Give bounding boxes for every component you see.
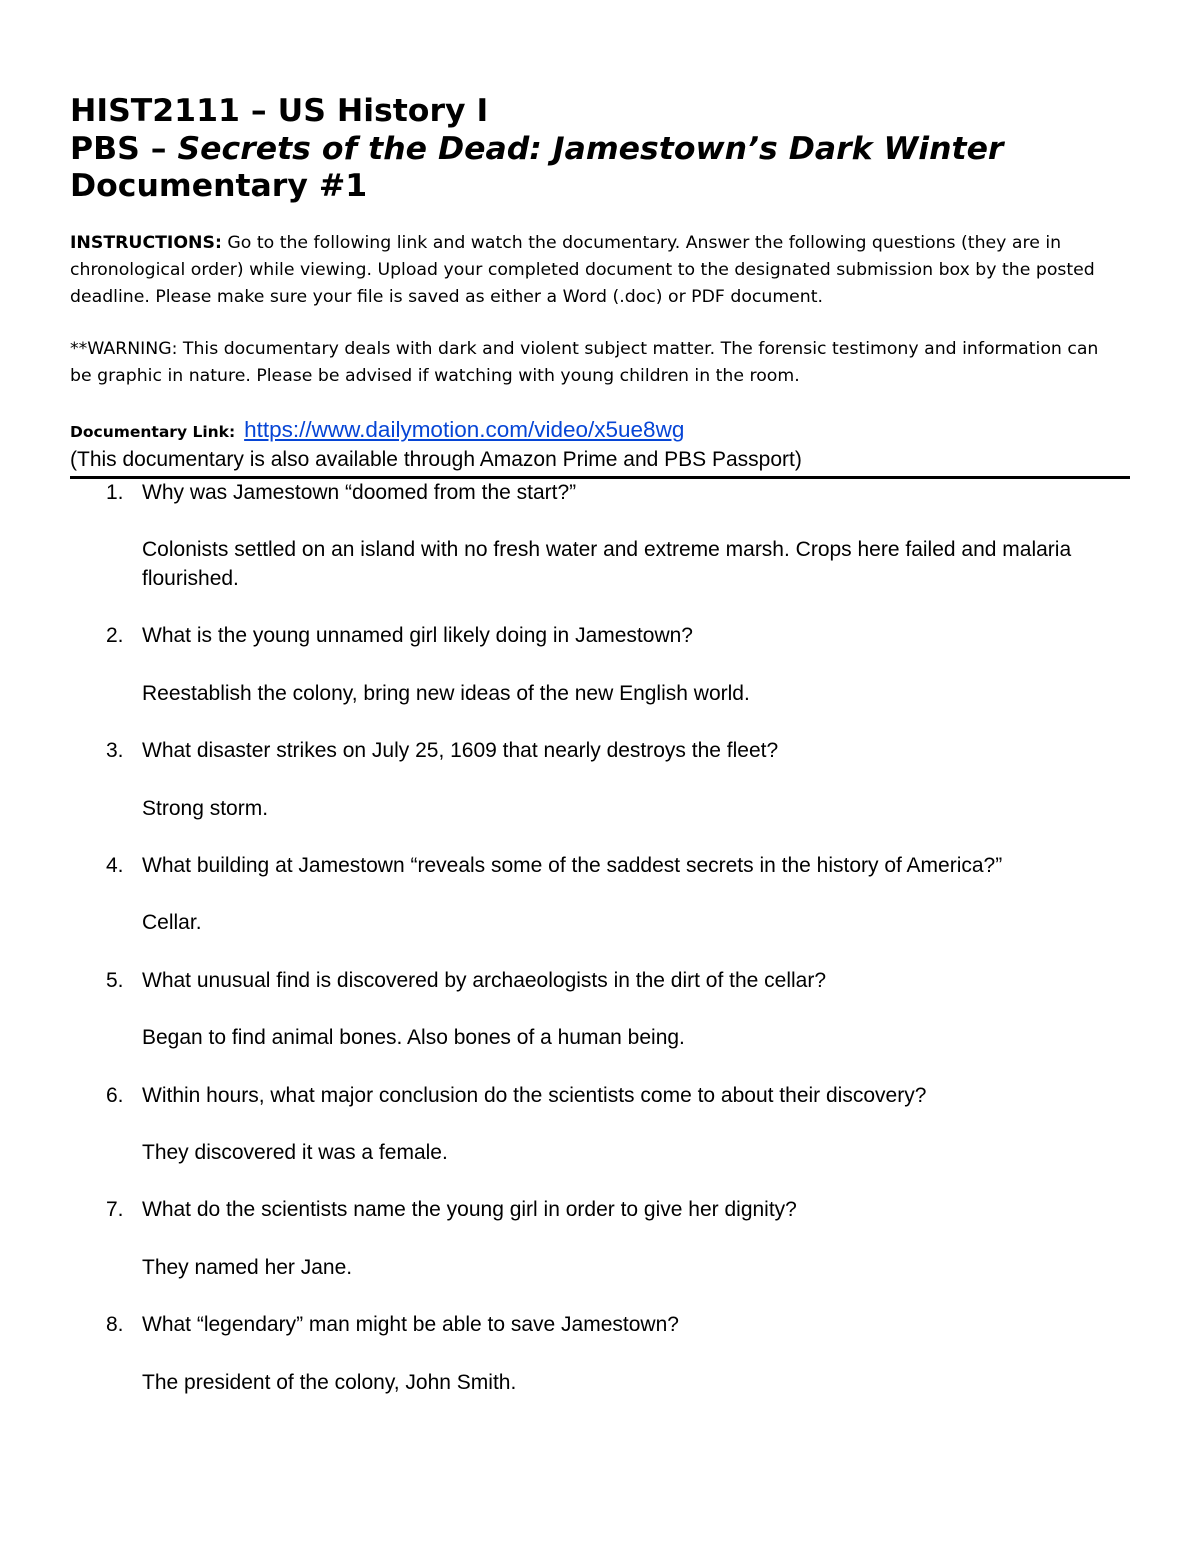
question-text: What unusual find is discovered by archaeologists in the dirt of the cellar? xyxy=(142,968,827,992)
question-item xyxy=(0,852,1130,938)
title-course: HIST2111 – US History I xyxy=(70,93,489,129)
warning-line: **WARNING: This documentary deals with dark and violent subject matter. The forensic testimony and information can xyxy=(70,339,1099,359)
answer-text: Reestablish the colony, bring new ideas of the new English world. xyxy=(142,681,750,705)
answer-text: They named her Jane. xyxy=(142,1255,353,1279)
answer-text: The president of the colony, John Smith. xyxy=(142,1370,517,1394)
availability-note: (This documentary is also available through Amazon Prime and PBS Passport) xyxy=(70,448,802,471)
question-item xyxy=(0,1082,1130,1168)
instructions-line: chronological order) while viewing. Upload your completed document to the designated submission box by the posted xyxy=(70,260,1095,280)
documentary-link-label: Documentary Link: xyxy=(70,423,236,441)
question-item xyxy=(0,737,1130,823)
question-item xyxy=(0,967,1130,1053)
answer-text: Strong storm. xyxy=(142,796,269,820)
instructions-paragraph xyxy=(70,230,1095,311)
question-item xyxy=(0,1196,1130,1282)
question-text: Why was Jamestown “doomed from the start?” xyxy=(142,481,577,504)
question-number: 6. xyxy=(106,1083,124,1107)
title-documentary xyxy=(70,131,1003,169)
instructions-text: Go to the following link and watch the documentary. Answer the following questions (they are in xyxy=(227,233,1062,253)
title-number: Documentary #1 xyxy=(70,168,368,204)
question-text: What disaster strikes on July 25, 1609 that nearly destroys the fleet? xyxy=(142,739,779,763)
warning-paragraph xyxy=(70,336,1098,390)
question-text: What building at Jamestown “reveals some of the saddest secrets in the history of America?” xyxy=(142,854,1003,878)
question-text: Within hours, what major conclusion do the scientists come to about their discovery? xyxy=(142,1083,927,1107)
answer-text: Cellar. xyxy=(142,911,202,935)
question-number: 4. xyxy=(106,854,124,878)
title-prefix: PBS – xyxy=(70,130,167,167)
question-item xyxy=(0,479,1130,594)
question-list xyxy=(0,479,1200,1426)
question-number: 8. xyxy=(106,1313,124,1337)
question-number: 7. xyxy=(106,1198,124,1222)
answer-text: They discovered it was a female. xyxy=(142,1141,448,1164)
documentary-link-line xyxy=(70,415,684,447)
question-number: 1. xyxy=(106,481,124,504)
question-item xyxy=(0,622,1130,708)
question-number: 5. xyxy=(106,968,124,992)
document-title xyxy=(70,93,1003,206)
documentary-link[interactable]: https://www.dailymotion.com/video/x5ue8wg xyxy=(244,417,685,442)
instructions-label: INSTRUCTIONS: xyxy=(70,233,222,253)
answer-text: Began to find animal bones. Also bones of a human being. xyxy=(142,1026,685,1050)
answer-text: Colonists settled on an island with no fresh water and extreme marsh. Crops here failed and malaria flourished. xyxy=(142,538,1072,591)
question-text: What “legendary” man might be able to save Jamestown? xyxy=(142,1313,679,1337)
warning-line: be graphic in nature. Please be advised if watching with young children in the room. xyxy=(70,366,800,386)
question-number: 3. xyxy=(106,739,124,763)
instructions-line xyxy=(70,230,1095,257)
question-text: What is the young unnamed girl likely doing in Jamestown? xyxy=(142,624,693,648)
instructions-line: deadline. Please make sure your file is saved as either a Word (.doc) or PDF document. xyxy=(70,287,824,307)
question-item xyxy=(0,1311,1130,1397)
question-text: What do the scientists name the young girl in order to give her dignity? xyxy=(142,1198,797,1222)
question-number: 2. xyxy=(106,624,124,648)
title-documentary-name: Secrets of the Dead: Jamestown’s Dark Winter xyxy=(177,130,1004,167)
